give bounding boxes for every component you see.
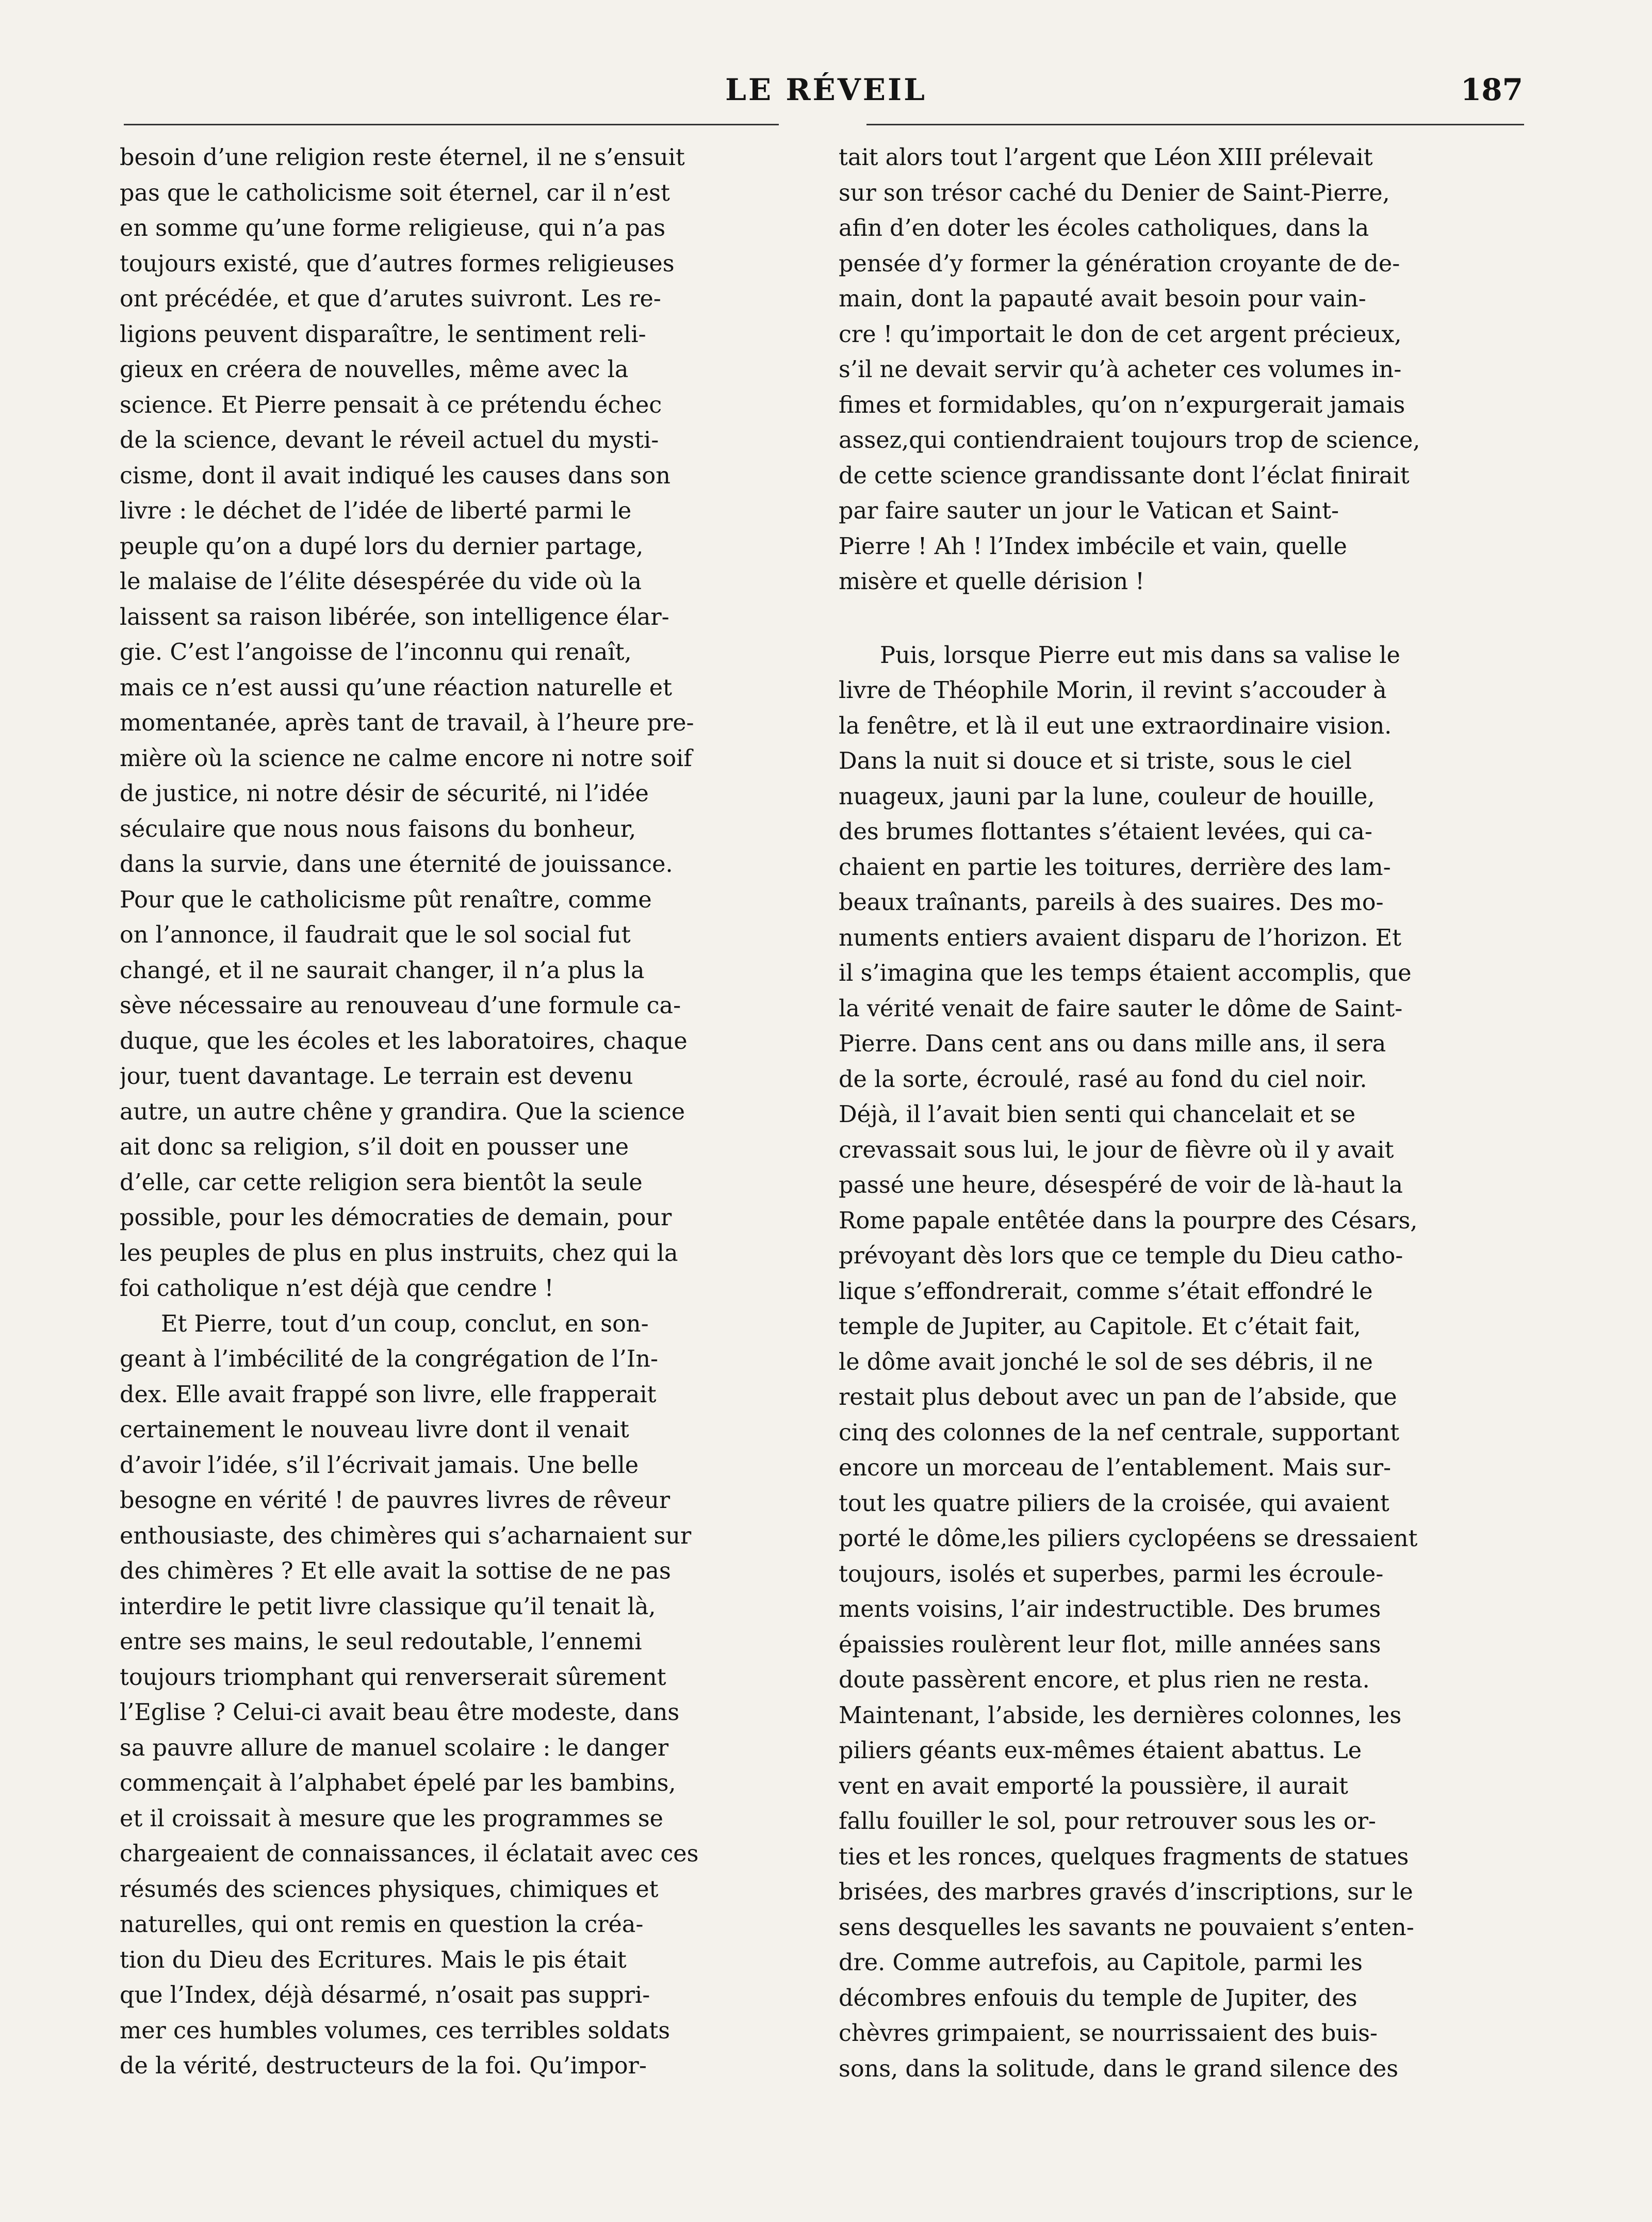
running-title: LE RÉVEIL <box>725 72 927 107</box>
right-paragraph-1: tait alors tout l’argent que Léon XIII prélevait sur son trésor caché du Denier de Saint-Pierre, afin d’en doter les écoles catholiques, dans la pensée d’y former la génération croyante de de- main, dont la papauté avait besoin pour vain- cre ! qu’importait le don de cet argent précieux, s’il ne devait servir qu’à acheter ces volumes in- fimes et formidables, qu’on n’expurgerait jamais assez,qui contiendraient toujours trop de science, de cette science grandissante dont l’éclat finirait par faire sauter un jour le Vatican et Saint- Pierre ! Ah ! l’Index imbécile et vain, quelle misère et quelle dérision ! <box>839 144 1420 595</box>
header-rule-right <box>866 124 1524 125</box>
right-paragraph-2: Puis, lorsque Pierre eut mis dans sa valise le livre de Théophile Morin, il revint s’accouder à la fenêtre, et là il eut une extraordinaire vision. Dans la nuit si douce et si triste, sous le ciel nuageux, jauni par la lune, couleur de houille, des brumes flottantes s’étaient levées, qui ca- chaient en partie les toitures, derrière des lam- beaux traînants, pareils à des suaires. Des mo- numents entiers avaient disparu de l’horizon. Et il s’imagina que les temps étaient accomplis, que la vérité venait de faire sauter le dôme de Saint- Pierre. Dans cent ans ou dans mille ans, il sera de la sorte, écroulé, rasé au fond du ciel noir. Déjà, il l’avait bien senti qui chancelait et se crevassait sous lui, le jour de fièvre où il y avait passé une heure, désespéré de voir de là-haut la Rome papale entêtée dans la pourpre des Césars, prévoyant dès lors que ce temple du Dieu catho- lique s’effondrerait, comme s’était effondré le temple de Jupiter, au Capitole. Et c’était fait, le dôme avait jonché le sol de ses débris, il ne restait plus debout avec un pan de l’abside, que cinq des colonnes de la nef centrale, supportant encore un morceau de l’entablement. Mais sur- tout les quatre piliers de la croisée, qui avaient porté le dôme,les piliers cyclopéens se dressaient toujours, isolés et superbes, parmi les écroule- ments voisins, l’air indestructible. Des brumes épaissies roulèrent leur flot, mille années sans doute passèrent encore, et plus rien ne resta. Maintenant, l’abside, les dernières colonnes, les piliers géants eux-mêmes étaient abattus. Le vent en avait emporté la poussière, il aurait fallu fouiller le sol, pour retrouver sous les or- ties et les ronces, quelques fragments de statues brisées, des marbres gravés d’inscriptions, sur le sens desquelles les savants ne pouvaient s’enten- dre. Comme autrefois, au Capitole, parmi les décombres enfouis du temple de Jupiter, des chèvres grimpaient, se nourrissaient des buis- sons, dans la solitude, dans le grand silence des <box>839 642 1418 2082</box>
left-column <box>120 140 813 2152</box>
page-header <box>0 0 1652 134</box>
page-number: 187 <box>1460 72 1523 107</box>
right-column <box>839 140 1532 2152</box>
header-rule-left <box>124 124 779 125</box>
left-paragraph-1: besoin d’une religion reste éternel, il ne s’ensuit pas que le catholicisme soit éternel, car il n’est en somme qu’une forme religieuse, qui n’a pas toujours existé, que d’autres formes religieuses ont précédée, et que d’arutes suivront. Les re- ligions peuvent disparaître, le sentiment reli- gieux en créera de nouvelles, même avec la science. Et Pierre pensait à ce prétendu échec de la science, devant le réveil actuel du mysti- cisme, dont il avait indiqué les causes dans son livre : le déchet de l’idée de liberté parmi le peuple qu’on a dupé lors du dernier partage, le malaise de l’élite désespérée du vide où la laissent sa raison libérée, son intelligence élar- gie. C’est l’angoisse de l’inconnu qui renaît, mais ce n’est aussi qu’une réaction naturelle et momentanée, après tant de travail, à l’heure pre- mière où la science ne calme encore ni notre soif de justice, ni notre désir de sécurité, ni l’idée séculaire que nous nous faisons du bonheur, dans la survie, dans une éternité de jouissance. Pour que le catholicisme pût renaître, comme on l’annonce, il faudrait que le sol social fut changé, et il ne saurait changer, il n’a plus la sève nécessaire au renouveau d’une formule ca- duque, que les écoles et les laboratoires, chaque jour, tuent davantage. Le terrain est devenu autre, un autre chêne y grandira. Que la science ait donc sa religion, s’il doit en pousser une d’elle, car cette religion sera bientôt la seule possible, pour les démocraties de demain, pour les peuples de plus en plus instruits, chez qui la foi catholique n’est déjà que cendre ! <box>120 144 694 1302</box>
left-paragraph-2: Et Pierre, tout d’un coup, conclut, en son- geant à l’imbécilité de la congrégation de l’In- dex. Elle avait frappé son livre, elle frapperait certainement le nouveau livre dont il venait d’avoir l’idée, s’il l’écrivait jamais. Une belle besogne en vérité ! de pauvres livres de rêveur enthousiaste, des chimères qui s’acharnaient sur des chimères ? Et elle avait la sottise de ne pas interdire le petit livre classique qu’il tenait là, entre ses mains, le seul redoutable, l’ennemi toujours triomphant qui renverserait sûrement l’Eglise ? Celui-ci avait beau être modeste, dans sa pauvre allure de manuel scolaire : le danger commençait à l’alphabet épelé par les bambins, et il croissait à mesure que les programmes se chargeaient de connaissances, il éclatait avec ces résumés des sciences physiques, chimiques et naturelles, qui ont remis en question la créa- tion du Dieu des Ecritures. Mais le pis était que l’Index, déjà désarmé, n’osait pas suppri- mer ces humbles volumes, ces terribles soldats de la vérité, destructeurs de la foi. Qu’impor- <box>120 1310 699 2079</box>
